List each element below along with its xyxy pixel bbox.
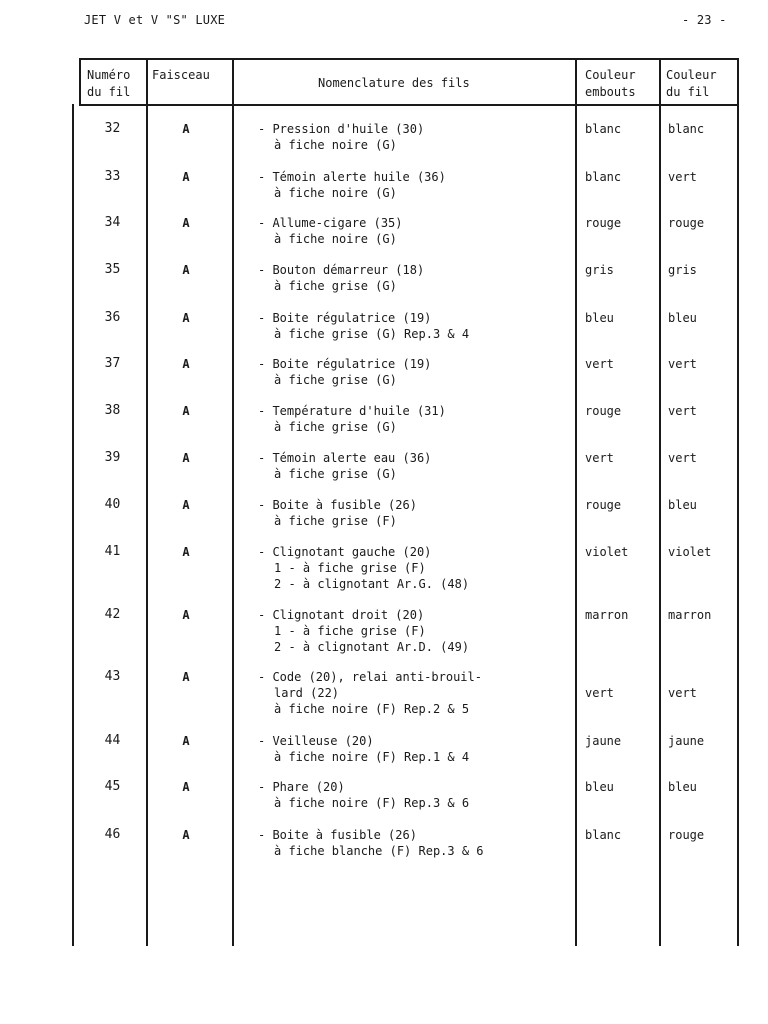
end-cap-color: blanc: [585, 828, 622, 842]
table-top-border: [79, 58, 739, 60]
harness-code: A: [182, 404, 190, 418]
wire-number: 32: [104, 121, 121, 136]
harness-code: A: [182, 311, 190, 325]
wire-color: vert: [668, 686, 697, 700]
harness-code: A: [182, 670, 190, 684]
wire-number: 42: [104, 607, 121, 622]
col-header-nomenclature: Nomenclature des fils: [318, 76, 470, 90]
col-header-numero: Numéro du fil: [87, 68, 131, 99]
end-cap-color: vert: [585, 686, 614, 700]
wire-nomenclature: - Veilleuse (20) à fiche noire (F) Rep.1 & 4: [258, 734, 470, 764]
page-number: - 23 -: [682, 13, 727, 27]
end-cap-color: blanc: [585, 170, 622, 184]
end-cap-color: bleu: [585, 311, 614, 325]
wire-color: bleu: [668, 780, 697, 794]
wire-number: 43: [104, 669, 121, 684]
end-cap-color: violet: [585, 545, 629, 559]
wire-color: bleu: [668, 311, 697, 325]
wire-color: violet: [668, 545, 712, 559]
wire-nomenclature: - Bouton démarreur (18) à fiche grise (G): [258, 263, 425, 293]
harness-code: A: [182, 451, 190, 465]
end-cap-color: marron: [585, 608, 629, 622]
wire-color: bleu: [668, 498, 697, 512]
harness-code: A: [182, 357, 190, 371]
wire-nomenclature: - Code (20), relai anti-brouil- lard (22) à fiche noire (F) Rep.2 & 5: [258, 670, 482, 716]
table-right-border: [737, 58, 739, 946]
wire-number: 46: [104, 827, 121, 842]
end-cap-color: jaune: [585, 734, 622, 748]
wire-color: blanc: [668, 122, 705, 136]
end-cap-color: bleu: [585, 780, 614, 794]
wire-nomenclature: - Boite à fusible (26) à fiche grise (F): [258, 498, 417, 528]
wire-color: gris: [668, 263, 697, 277]
wire-number: 41: [104, 544, 121, 559]
end-cap-color: vert: [585, 451, 614, 465]
wire-number: 40: [104, 497, 121, 512]
wire-number: 34: [104, 215, 121, 230]
wire-color: vert: [668, 357, 697, 371]
col-divider-3: [575, 58, 577, 946]
end-cap-color: rouge: [585, 498, 622, 512]
page-header-title: JET V et V "S" LUXE: [84, 13, 226, 27]
wire-nomenclature: - Témoin alerte eau (36) à fiche grise (G): [258, 451, 432, 481]
col-divider-1: [146, 58, 148, 946]
harness-code: A: [182, 828, 190, 842]
col-divider-4: [659, 58, 661, 946]
table-left-border: [79, 58, 81, 106]
wire-color: vert: [668, 170, 697, 184]
wire-nomenclature: - Boite régulatrice (19) à fiche grise (G): [258, 357, 432, 387]
wire-nomenclature: - Phare (20) à fiche noire (F) Rep.3 & 6: [258, 780, 470, 810]
harness-code: A: [182, 498, 190, 512]
wire-nomenclature: - Témoin alerte huile (36) à fiche noire (G): [258, 170, 446, 200]
wire-color: rouge: [668, 216, 705, 230]
harness-code: A: [182, 122, 190, 136]
harness-code: A: [182, 170, 190, 184]
wire-number: 44: [104, 733, 121, 748]
table-header-separator: [79, 104, 739, 106]
wire-color: jaune: [668, 734, 705, 748]
wire-number: 33: [104, 169, 121, 184]
wire-color: vert: [668, 451, 697, 465]
table-left-border-lower: [72, 104, 74, 946]
end-cap-color: rouge: [585, 404, 622, 418]
wire-number: 45: [104, 779, 121, 794]
wire-number: 37: [104, 356, 121, 371]
wire-color: rouge: [668, 828, 705, 842]
wire-nomenclature: - Boite à fusible (26) à fiche blanche (F) Rep.3 & 6: [258, 828, 484, 858]
wire-number: 35: [104, 262, 121, 277]
wire-color: marron: [668, 608, 712, 622]
col-header-couleur-embouts: Couleur embouts: [585, 68, 636, 99]
wire-number: 36: [104, 310, 121, 325]
end-cap-color: blanc: [585, 122, 622, 136]
harness-code: A: [182, 216, 190, 230]
harness-code: A: [182, 545, 190, 559]
harness-code: A: [182, 734, 190, 748]
col-header-faisceau: Faisceau: [152, 68, 210, 82]
wire-number: 39: [104, 450, 121, 465]
col-divider-2: [232, 58, 234, 946]
harness-code: A: [182, 608, 190, 622]
wire-number: 38: [104, 403, 121, 418]
wire-nomenclature: - Clignotant gauche (20) 1 - à fiche grise (F) 2 - à clignotant Ar.G. (48): [258, 545, 470, 591]
harness-code: A: [182, 263, 190, 277]
end-cap-color: vert: [585, 357, 614, 371]
wire-nomenclature: - Pression d'huile (30) à fiche noire (G): [258, 122, 425, 152]
wire-nomenclature: - Boite régulatrice (19) à fiche grise (G) Rep.3 & 4: [258, 311, 470, 341]
wire-nomenclature: - Clignotant droit (20) 1 - à fiche grise (F) 2 - à clignotant Ar.D. (49): [258, 608, 470, 654]
wire-color: vert: [668, 404, 697, 418]
end-cap-color: rouge: [585, 216, 622, 230]
wire-nomenclature: - Allume-cigare (35) à fiche noire (G): [258, 216, 403, 246]
col-header-couleur-fil: Couleur du fil: [666, 68, 717, 99]
wire-nomenclature: - Température d'huile (31) à fiche grise (G): [258, 404, 446, 434]
harness-code: A: [182, 780, 190, 794]
end-cap-color: gris: [585, 263, 614, 277]
